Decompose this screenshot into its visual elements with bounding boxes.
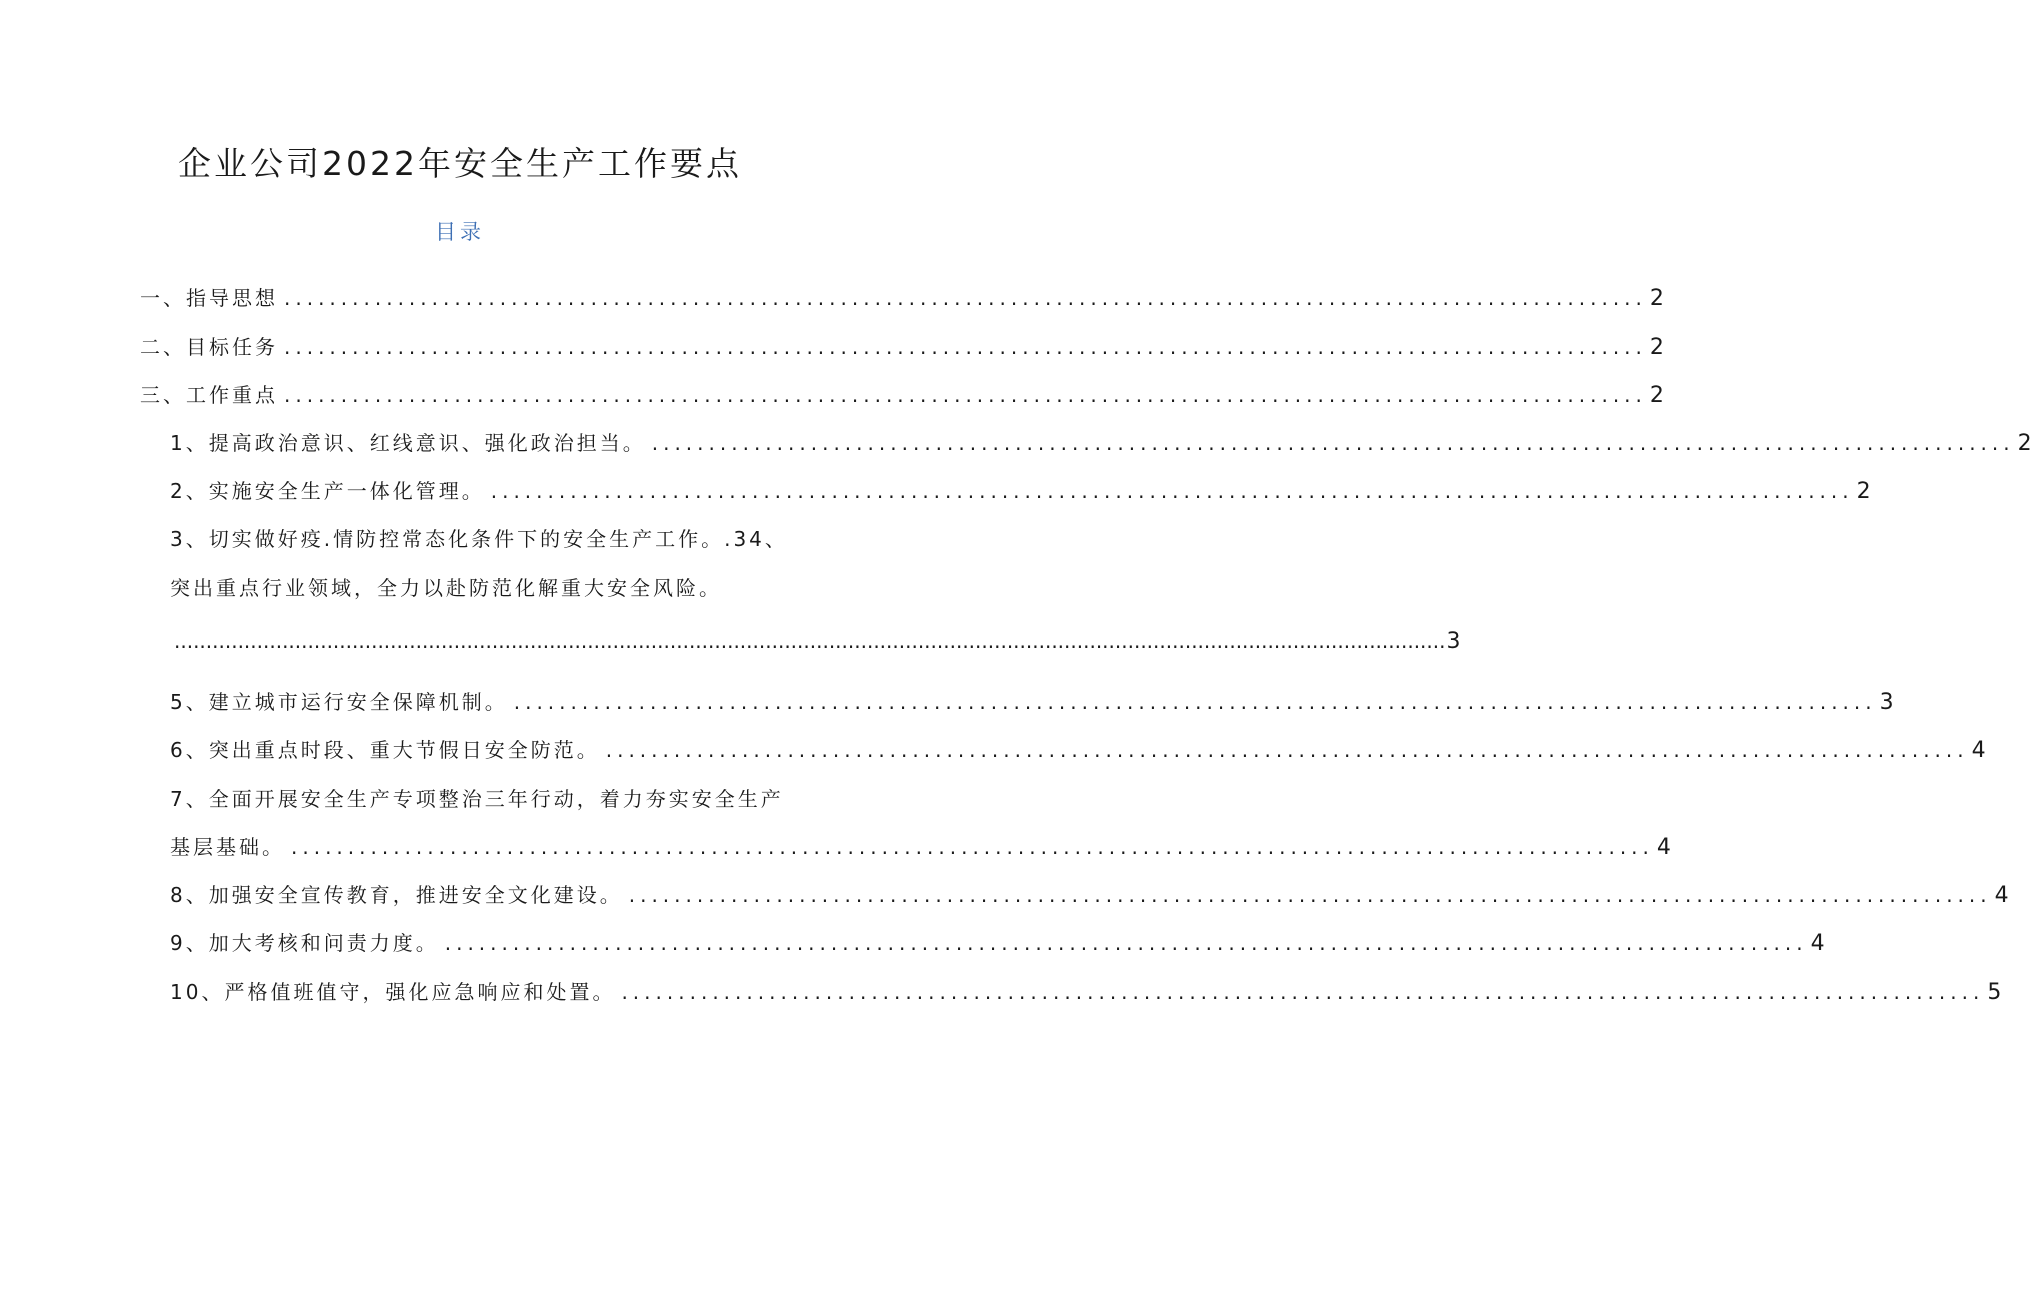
toc-entry-page: 2 bbox=[1649, 335, 1664, 360]
toc-entry[interactable] bbox=[174, 628, 1461, 655]
toc-entry-text[interactable]: 突出重点行业领域，全力以赴防范化解重大安全风险。 bbox=[170, 576, 722, 600]
toc-entry-page: 2 bbox=[2017, 431, 2032, 456]
toc-entry-page: 4 bbox=[1656, 835, 1671, 860]
toc-entry-page: 4 bbox=[1971, 738, 1986, 763]
toc-leader-dots: ........................................................................................................................ bbox=[651, 431, 2015, 455]
toc-entry-page: 5 bbox=[1987, 980, 2002, 1005]
toc-leader-dots: ........................................................................................................................ bbox=[513, 690, 1877, 714]
toc-entry-text[interactable]: 3、切实做好疫.情防控常态化条件下的安全生产工作。.34、 bbox=[170, 527, 788, 551]
toc-entry-text: 10、严格值班值守，强化应急响应和处置。 bbox=[170, 980, 616, 1004]
toc-leader-dots: ........................................................................................................................ bbox=[490, 479, 1854, 503]
toc-heading: 目录 bbox=[435, 220, 485, 244]
toc-leader-dots: ........................................................................................................................ bbox=[284, 286, 1647, 310]
toc-entry-text: 基层基础。 bbox=[170, 835, 285, 859]
toc-entry[interactable] bbox=[170, 979, 2002, 1006]
document-title: 企业公司2022年安全生产工作要点 bbox=[178, 144, 742, 183]
toc-leader-dots: ........................................................................................................................ bbox=[284, 335, 1647, 359]
toc-entry[interactable] bbox=[140, 334, 1664, 361]
toc-entry[interactable] bbox=[140, 285, 1664, 312]
toc-entry-text: 2、实施安全生产一体化管理。 bbox=[170, 479, 485, 503]
toc-entry-text: 三、工作重点 bbox=[140, 383, 278, 407]
toc-entry[interactable] bbox=[140, 382, 1664, 409]
toc-entry-page: 3 bbox=[1446, 629, 1461, 654]
toc-leader-dots: ........................................................................................................................................................................................................ bbox=[174, 629, 1446, 653]
toc-entry[interactable] bbox=[170, 689, 1894, 716]
toc-entry-text: 9、加大考核和问责力度。 bbox=[170, 931, 439, 955]
toc-entry[interactable] bbox=[170, 430, 2032, 457]
toc-entry-text: 一、指导思想 bbox=[140, 286, 278, 310]
toc-leader-dots: ........................................................................................................................ bbox=[291, 835, 1654, 859]
toc-entry-text: 8、加强安全宣传教育，推进安全文化建设。 bbox=[170, 883, 623, 907]
toc-entry-text: 5、建立城市运行安全保障机制。 bbox=[170, 690, 508, 714]
toc-leader-dots: ........................................................................................................................ bbox=[444, 931, 1808, 955]
toc-leader-dots: ........................................................................................................................ bbox=[621, 980, 1985, 1004]
toc-entry-page: 2 bbox=[1649, 286, 1664, 311]
toc-entry-page: 3 bbox=[1879, 690, 1894, 715]
toc-entry-page: 4 bbox=[1810, 931, 1825, 956]
toc-entry-text: 二、目标任务 bbox=[140, 335, 278, 359]
toc-leader-dots: ........................................................................................................................ bbox=[628, 883, 1992, 907]
toc-entry-text[interactable]: 7、全面开展安全生产专项整治三年行动，着力夯实安全生产 bbox=[170, 787, 784, 811]
toc-leader-dots: ........................................................................................................................ bbox=[284, 383, 1647, 407]
toc-entry-page: 2 bbox=[1649, 383, 1664, 408]
toc-entry[interactable] bbox=[170, 882, 2009, 909]
toc-entry-text: 6、突出重点时段、重大节假日安全防范。 bbox=[170, 738, 600, 762]
toc-entry[interactable] bbox=[170, 737, 1986, 764]
toc-leader-dots: ........................................................................................................................ bbox=[605, 738, 1969, 762]
toc-entry-page: 2 bbox=[1856, 479, 1871, 504]
toc-entry-text: 1、提高政治意识、红线意识、强化政治担当。 bbox=[170, 431, 646, 455]
toc-entry[interactable] bbox=[170, 930, 1825, 957]
toc-entry-page: 4 bbox=[1994, 883, 2009, 908]
toc-entry[interactable] bbox=[170, 834, 1671, 861]
toc-entry[interactable] bbox=[170, 478, 1871, 505]
